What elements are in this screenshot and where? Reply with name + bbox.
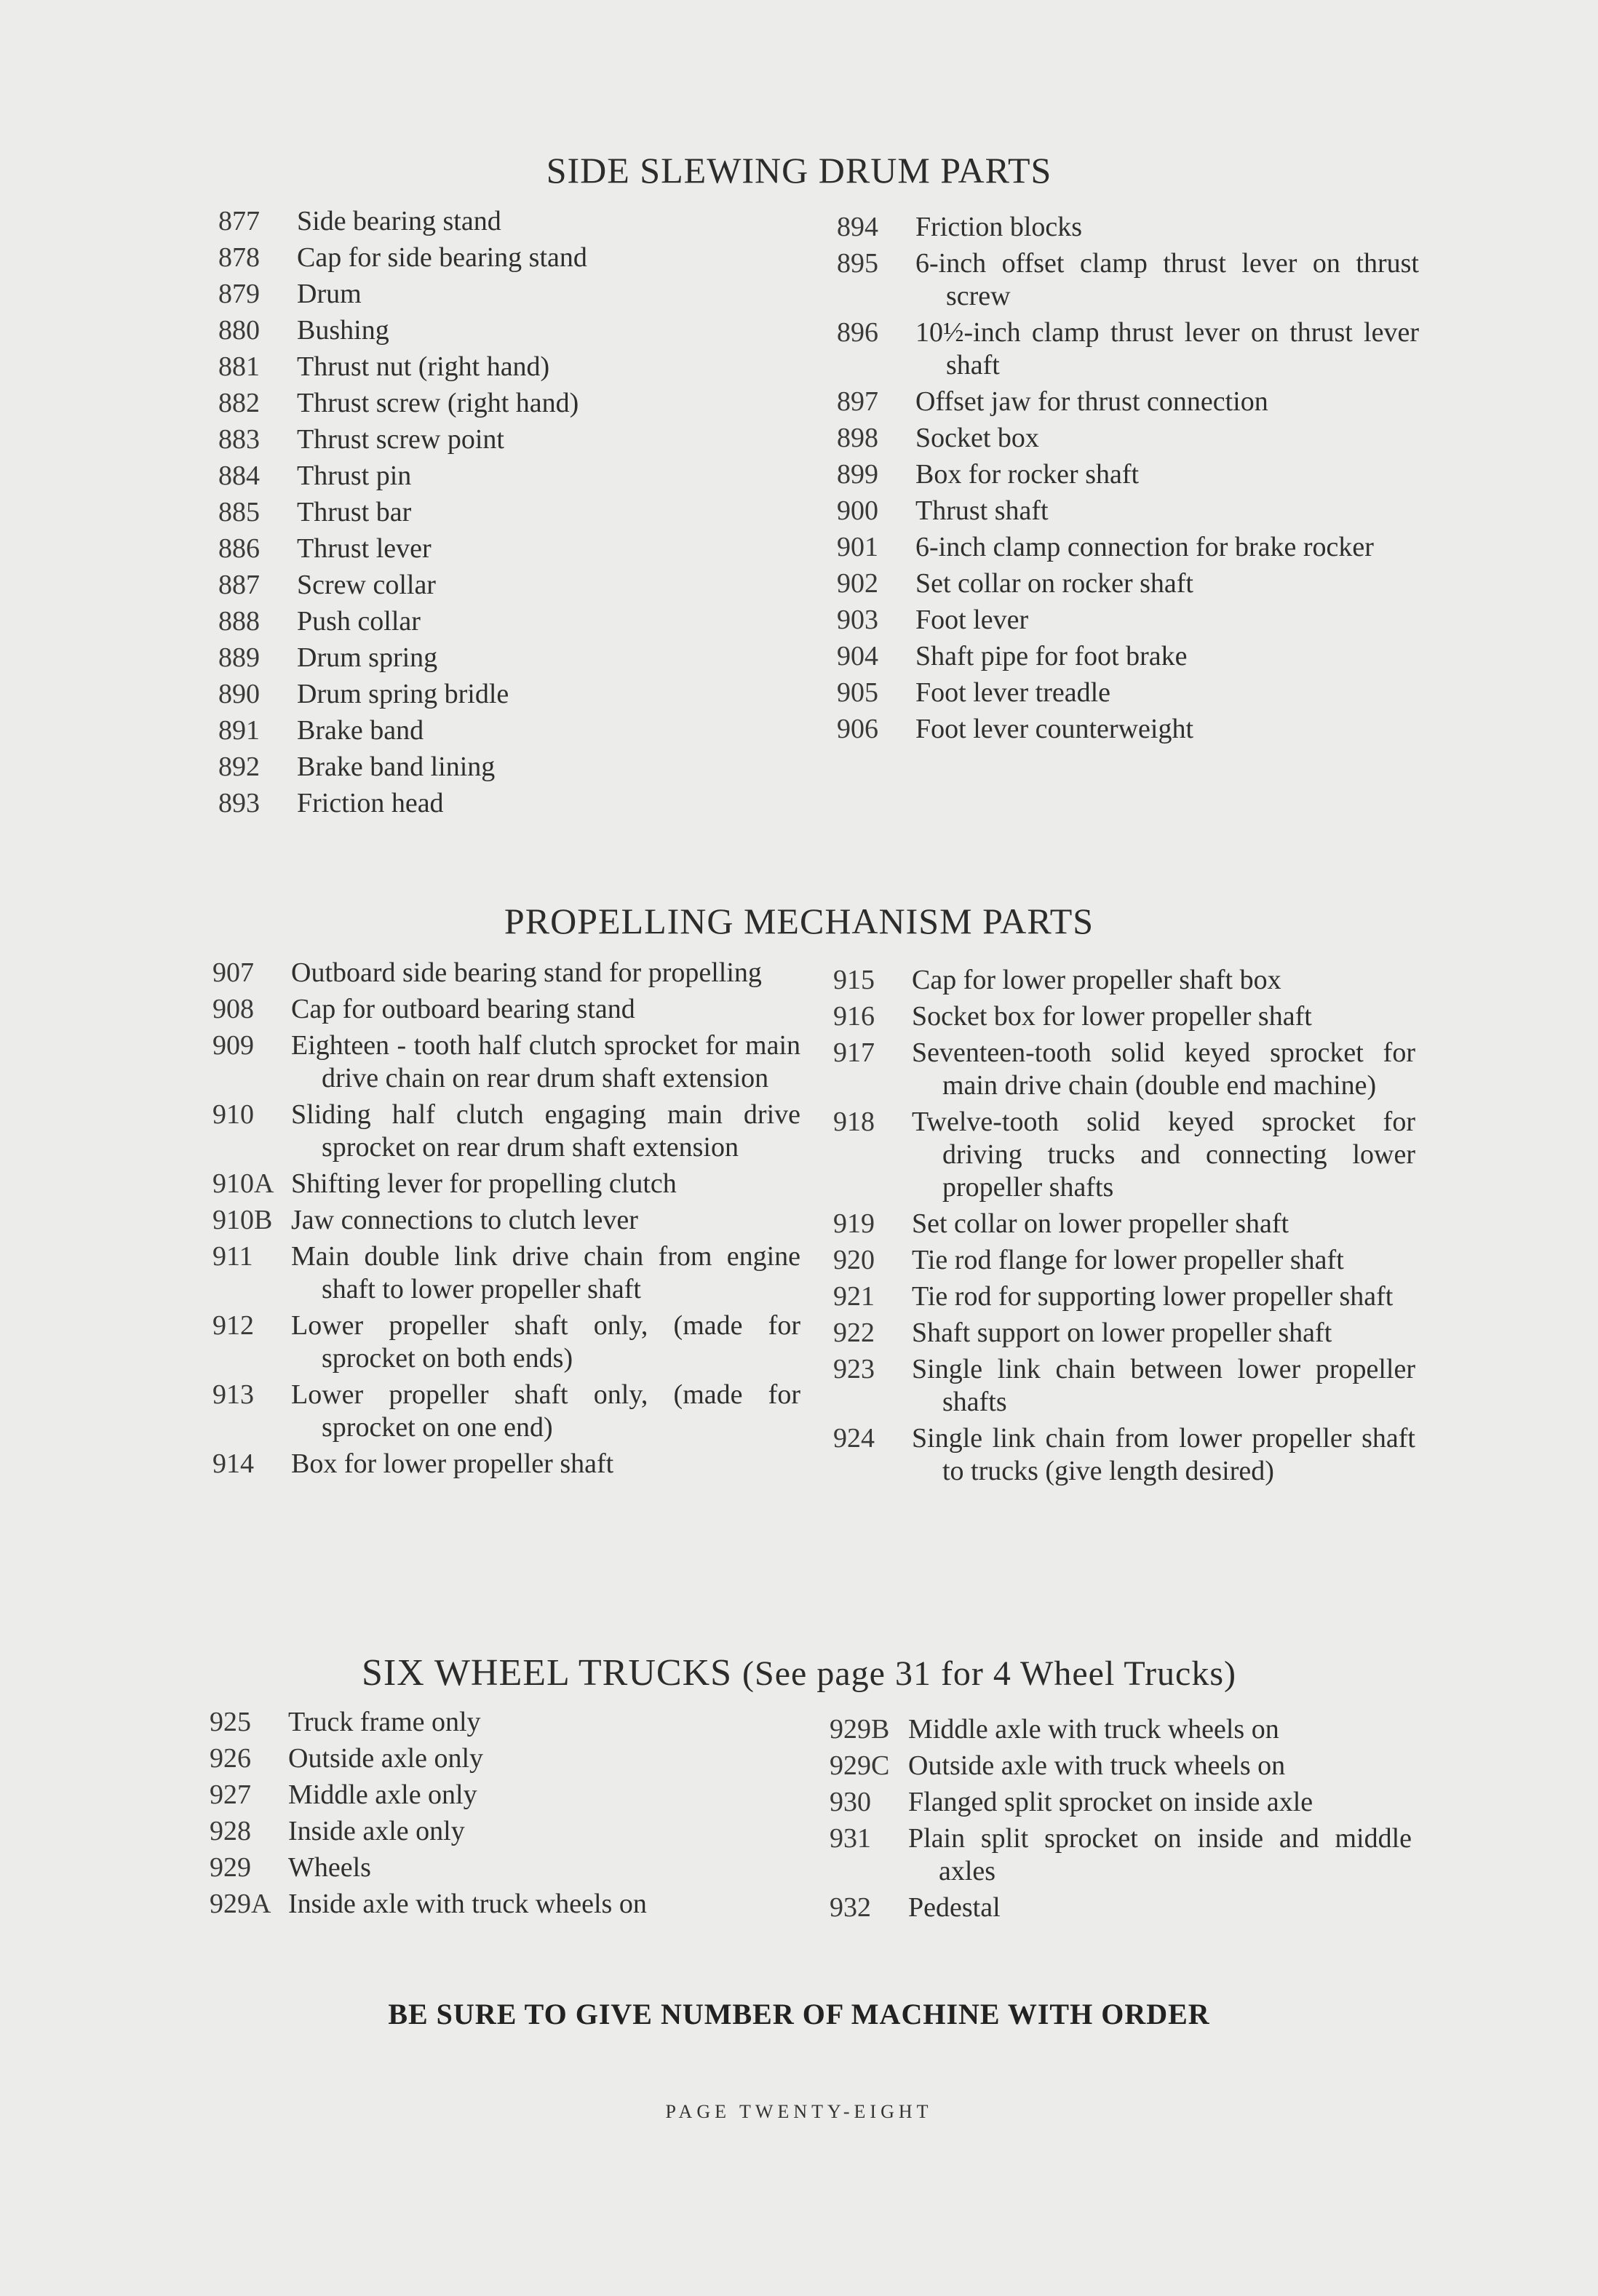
part-description: 10½-inch clamp thrust lever on thrust lever shaft xyxy=(915,317,1419,380)
part-description: Foot lever counterweight xyxy=(915,714,1194,744)
part-list-item xyxy=(210,1888,763,1921)
part-description: Offset jaw for thrust connection xyxy=(915,386,1268,417)
part-list-item xyxy=(212,1204,800,1237)
part-description: Thrust shaft xyxy=(915,495,1049,526)
part-number: 881 xyxy=(218,351,260,382)
part-list-item xyxy=(218,678,728,711)
part-number: 917 xyxy=(833,1037,875,1068)
part-list-item xyxy=(837,531,1419,564)
part-description: Side bearing stand xyxy=(297,206,501,236)
part-number: 920 xyxy=(833,1245,875,1275)
part-description: Inside axle only xyxy=(288,1816,465,1846)
part-number: 932 xyxy=(830,1892,871,1923)
part-list-item xyxy=(218,787,728,820)
part-description: Plain split sprocket on inside and middle axles xyxy=(908,1823,1412,1886)
part-description: Twelve-tooth solid keyed sprocket for driving trucks and connecting lower propeller shafts xyxy=(912,1107,1415,1203)
part-description: Cap for outboard bearing stand xyxy=(291,994,635,1024)
part-description: Foot lever xyxy=(915,605,1029,635)
part-list-item xyxy=(218,496,728,529)
part-number: 906 xyxy=(837,714,878,744)
part-description: Single link chain from lower propeller shaft to trucks (give length desired) xyxy=(912,1423,1415,1486)
part-number: 925 xyxy=(210,1707,251,1737)
part-description: Pedestal xyxy=(908,1892,1001,1923)
part-list-item xyxy=(218,751,728,784)
part-list-item xyxy=(210,1706,763,1739)
part-list-item xyxy=(837,713,1419,746)
part-list-item xyxy=(837,567,1419,600)
propelling-left-list xyxy=(212,957,800,1484)
part-number: 899 xyxy=(837,459,878,490)
part-number: 907 xyxy=(212,957,254,988)
part-number: 882 xyxy=(218,388,260,418)
part-description: Box for lower propeller shaft xyxy=(291,1448,614,1479)
part-number: 904 xyxy=(837,641,878,671)
part-list-item xyxy=(830,1822,1412,1888)
part-list-item xyxy=(837,316,1419,382)
part-list-item xyxy=(833,1244,1415,1277)
part-description: Bushing xyxy=(297,315,389,346)
part-list-item xyxy=(837,604,1419,637)
part-list-item xyxy=(833,1317,1415,1350)
part-list-item xyxy=(210,1851,763,1884)
part-number: 891 xyxy=(218,715,260,746)
six-wheel-title: SIX WHEEL TRUCKS xyxy=(361,1652,733,1694)
section-title-side-slewing: SIDE SLEWING DRUM PARTS xyxy=(546,150,1052,191)
part-description: Tie rod flange for lower propeller shaft xyxy=(912,1245,1344,1275)
part-list-item xyxy=(218,351,728,383)
part-list-item xyxy=(218,242,728,274)
part-description: Tie rod for supporting lower propeller shaft xyxy=(912,1281,1394,1312)
part-number: 923 xyxy=(833,1354,875,1384)
part-description: Outboard side bearing stand for propelling xyxy=(291,957,762,988)
part-description: Drum spring xyxy=(297,642,438,673)
part-description: Friction blocks xyxy=(915,212,1083,242)
part-list-item xyxy=(837,677,1419,709)
part-description: Eighteen - tooth half clutch sprocket for main drive chain on rear drum shaft extension xyxy=(291,1030,800,1093)
part-description: Socket box for lower propeller shaft xyxy=(912,1001,1312,1032)
part-description: Screw collar xyxy=(297,570,436,600)
part-number: 929A xyxy=(210,1889,271,1919)
part-number: 896 xyxy=(837,317,878,348)
part-number: 897 xyxy=(837,386,878,417)
part-list-item xyxy=(830,1750,1412,1782)
part-number: 890 xyxy=(218,679,260,709)
part-list-item xyxy=(212,1240,800,1306)
part-number: 895 xyxy=(837,248,878,279)
part-description: Drum spring bridle xyxy=(297,679,509,709)
part-list-item xyxy=(212,1310,800,1375)
propelling-right-list xyxy=(833,964,1415,1491)
side-slewing-right-list xyxy=(837,211,1419,749)
part-number: 885 xyxy=(218,497,260,527)
part-number: 927 xyxy=(210,1779,251,1810)
part-list-item xyxy=(833,1000,1415,1033)
part-description: Middle axle only xyxy=(288,1779,477,1810)
part-list-item xyxy=(212,1448,800,1480)
part-number: 926 xyxy=(210,1743,251,1774)
part-number: 879 xyxy=(218,279,260,309)
part-list-item xyxy=(218,460,728,493)
part-list-item xyxy=(833,1422,1415,1488)
part-number: 884 xyxy=(218,461,260,491)
part-list-item xyxy=(218,387,728,420)
part-number: 930 xyxy=(830,1787,871,1817)
part-number: 929C xyxy=(830,1750,890,1781)
part-number: 878 xyxy=(218,242,260,273)
part-number: 909 xyxy=(212,1030,254,1061)
part-list-item xyxy=(837,247,1419,313)
part-description: Foot lever treadle xyxy=(915,677,1111,708)
part-list-item xyxy=(212,993,800,1026)
part-list-item xyxy=(218,642,728,674)
part-list-item xyxy=(218,605,728,638)
part-list-item xyxy=(212,1168,800,1200)
part-list-item xyxy=(833,964,1415,997)
order-note: BE SURE TO GIVE NUMBER OF MACHINE WITH ORDER xyxy=(388,1998,1210,2030)
part-number: 928 xyxy=(210,1816,251,1846)
part-number: 922 xyxy=(833,1318,875,1348)
part-number: 903 xyxy=(837,605,878,635)
part-list-item xyxy=(837,640,1419,673)
part-description: Socket box xyxy=(915,423,1039,453)
part-number: 880 xyxy=(218,315,260,346)
part-description: Main double link drive chain from engine shaft to lower propeller shaft xyxy=(291,1241,800,1304)
part-list-item xyxy=(212,957,800,989)
part-list-item xyxy=(210,1779,763,1811)
part-number: 886 xyxy=(218,533,260,564)
part-list-item xyxy=(830,1786,1412,1819)
part-number: 910B xyxy=(212,1205,273,1235)
part-description: Thrust lever xyxy=(297,533,432,564)
six-wheel-right-list xyxy=(830,1713,1412,1928)
part-number: 908 xyxy=(212,994,254,1024)
side-slewing-left-list xyxy=(218,205,728,824)
part-list-item xyxy=(218,314,728,347)
part-list-item xyxy=(833,1208,1415,1240)
part-number: 911 xyxy=(212,1241,253,1272)
part-description: Shaft pipe for foot brake xyxy=(915,641,1188,671)
part-number: 929B xyxy=(830,1714,890,1745)
part-description: Outside axle with truck wheels on xyxy=(908,1750,1286,1781)
part-description: Friction head xyxy=(297,788,444,818)
section-title-six-wheel xyxy=(0,1651,1598,1694)
part-number: 900 xyxy=(837,495,878,526)
part-description: Sliding half clutch engaging main drive sprocket on rear drum shaft extension xyxy=(291,1099,800,1163)
part-description: Thrust bar xyxy=(297,497,412,527)
part-number: 889 xyxy=(218,642,260,673)
part-list-item xyxy=(218,205,728,238)
part-description: Cap for lower propeller shaft box xyxy=(912,965,1281,995)
part-number: 912 xyxy=(212,1310,254,1341)
part-number: 919 xyxy=(833,1208,875,1239)
part-number: 888 xyxy=(218,606,260,637)
part-description: Inside axle with truck wheels on xyxy=(288,1889,647,1919)
part-description: Thrust screw (right hand) xyxy=(297,388,579,418)
part-description: Lower propeller shaft only, (made for sprocket on both ends) xyxy=(291,1310,800,1374)
part-list-item xyxy=(833,1106,1415,1204)
part-list-item xyxy=(212,1029,800,1095)
part-number: 894 xyxy=(837,212,878,242)
section-title-propelling: PROPELLING MECHANISM PARTS xyxy=(504,901,1094,941)
part-list-item xyxy=(212,1099,800,1164)
part-list-item xyxy=(837,211,1419,244)
part-number: 915 xyxy=(833,965,875,995)
part-description: Brake band xyxy=(297,715,424,746)
part-number: 898 xyxy=(837,423,878,453)
part-list-item xyxy=(833,1353,1415,1419)
page-number-label: PAGE TWENTY-EIGHT xyxy=(665,2101,933,2122)
part-description: Single link chain between lower propeller shafts xyxy=(912,1354,1415,1417)
part-description: Lower propeller shaft only, (made for sprocket on one end) xyxy=(291,1379,800,1443)
part-list-item xyxy=(210,1815,763,1848)
part-description: Thrust pin xyxy=(297,461,412,491)
part-number: 893 xyxy=(218,788,260,818)
part-description: Outside axle only xyxy=(288,1743,484,1774)
part-number: 921 xyxy=(833,1281,875,1312)
six-wheel-left-list xyxy=(210,1706,763,1924)
part-description: Flanged split sprocket on inside axle xyxy=(908,1787,1313,1817)
part-list-item xyxy=(833,1037,1415,1102)
part-list-item xyxy=(837,422,1419,455)
part-description: Thrust nut (right hand) xyxy=(297,351,550,382)
part-list-item xyxy=(830,1713,1412,1746)
part-description: Shaft support on lower propeller shaft xyxy=(912,1318,1332,1348)
part-number: 910 xyxy=(212,1099,254,1130)
part-number: 902 xyxy=(837,568,878,599)
part-list-item xyxy=(218,714,728,747)
part-number: 913 xyxy=(212,1379,254,1410)
part-number: 901 xyxy=(837,532,878,562)
part-list-item xyxy=(218,278,728,311)
part-description: Jaw connections to clutch lever xyxy=(291,1205,638,1235)
part-description: Truck frame only xyxy=(288,1707,481,1737)
part-description: Cap for side bearing stand xyxy=(297,242,587,273)
six-wheel-subtitle: (See page 31 for 4 Wheel Trucks) xyxy=(742,1654,1237,1693)
part-description: Set collar on lower propeller shaft xyxy=(912,1208,1289,1239)
part-description: Brake band lining xyxy=(297,752,496,782)
part-number: 877 xyxy=(218,206,260,236)
part-number: 931 xyxy=(830,1823,871,1854)
part-description: Shifting lever for propelling clutch xyxy=(291,1168,677,1199)
part-list-item xyxy=(830,1892,1412,1924)
part-description: Thrust screw point xyxy=(297,424,504,455)
part-list-item xyxy=(837,458,1419,491)
part-description: Seventeen-tooth solid keyed sprocket for main drive chain (double end machine) xyxy=(912,1037,1415,1101)
part-number: 914 xyxy=(212,1448,254,1479)
part-number: 918 xyxy=(833,1107,875,1137)
part-description: Wheels xyxy=(288,1852,371,1883)
part-list-item xyxy=(210,1742,763,1775)
part-list-item xyxy=(218,569,728,602)
part-number: 910A xyxy=(212,1168,274,1199)
part-description: Middle axle with truck wheels on xyxy=(908,1714,1279,1745)
part-list-item xyxy=(212,1379,800,1444)
part-number: 883 xyxy=(218,424,260,455)
part-number: 929 xyxy=(210,1852,251,1883)
part-number: 892 xyxy=(218,752,260,782)
part-list-item xyxy=(837,386,1419,418)
part-description: 6-inch clamp connection for brake rocker xyxy=(915,532,1374,562)
part-list-item xyxy=(833,1280,1415,1313)
part-description: Drum xyxy=(297,279,362,309)
part-number: 887 xyxy=(218,570,260,600)
part-description: Box for rocker shaft xyxy=(915,459,1140,490)
part-number: 924 xyxy=(833,1423,875,1454)
part-list-item xyxy=(218,423,728,456)
part-number: 905 xyxy=(837,677,878,708)
part-description: 6-inch offset clamp thrust lever on thrust screw xyxy=(915,248,1419,311)
part-list-item xyxy=(837,495,1419,527)
part-list-item xyxy=(218,533,728,565)
part-description: Set collar on rocker shaft xyxy=(915,568,1193,599)
part-description: Push collar xyxy=(297,606,421,637)
part-number: 916 xyxy=(833,1001,875,1032)
